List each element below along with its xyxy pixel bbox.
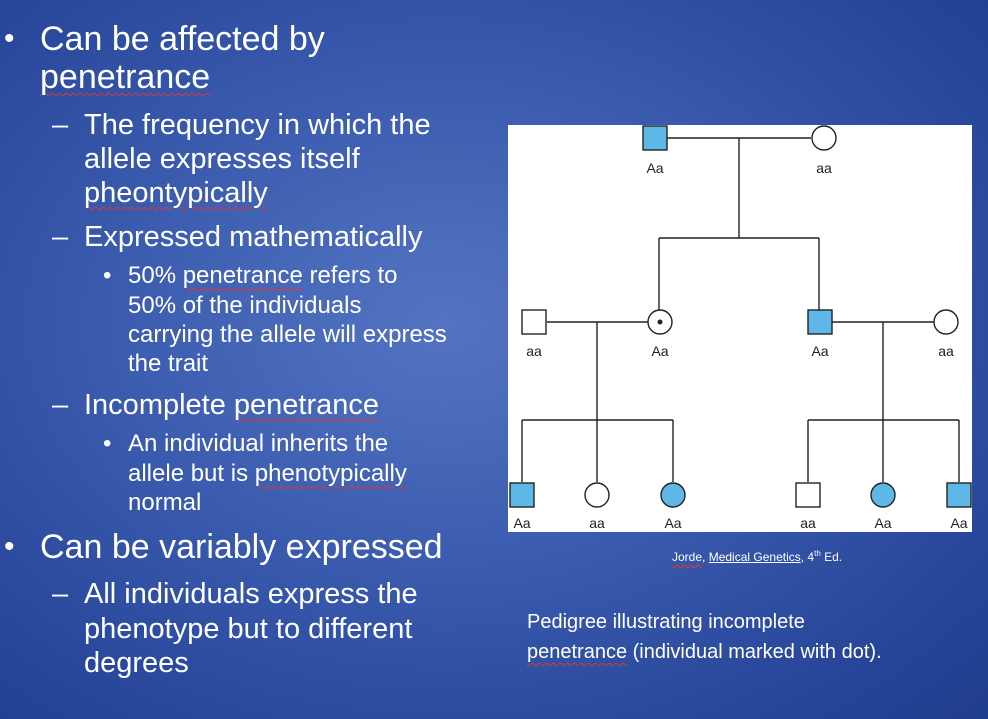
pedigree-lines	[522, 138, 959, 482]
gen3-genotype-label-6: Aa	[950, 515, 968, 531]
caption-penetrance: penetrance	[527, 641, 628, 663]
subsub-1-line-3: carrying the allele will express	[128, 321, 447, 348]
pedigree-labels	[513, 160, 967, 531]
subsub-1-text-a: 50%	[128, 262, 183, 289]
sub-1-line-2: allele expresses itself	[84, 143, 360, 175]
source-sep: ,	[702, 550, 709, 564]
gen3-individual-6-square	[947, 483, 971, 507]
gen3-genotype-label-4: aa	[800, 515, 816, 531]
sub-4-line-2: phenotype but to different	[84, 613, 413, 645]
penetrance-term: penetrance	[40, 58, 211, 96]
gen3-individual-4-square	[796, 483, 820, 507]
sub-4-line-3: degrees	[84, 647, 189, 679]
gen3-individual-1-square	[510, 483, 534, 507]
subsub-2-phenotypically: phenotypically	[254, 460, 407, 487]
sub-1-line-3	[84, 179, 268, 208]
sub-1-dash: –	[52, 109, 69, 141]
gen2-genotype-label-2: Aa	[651, 343, 669, 359]
source-author: Jorde	[672, 550, 703, 564]
subsub-2-text-a: allele but is	[128, 460, 255, 487]
subsub-1-line-2: 50% of the individuals	[128, 292, 362, 319]
figure-caption-line-2	[527, 637, 882, 667]
caption-rest: (individual marked with dot).	[627, 641, 882, 663]
gen2-individual-4-circle	[934, 310, 958, 334]
pheontypically-term: pheontypically	[84, 177, 268, 209]
pedigree-symbols	[510, 126, 971, 507]
subsub-1-line-1	[128, 264, 398, 288]
source-caption	[672, 549, 842, 564]
sub-2-line: Expressed mathematically	[84, 221, 423, 253]
gen2-genotype-label-1: aa	[526, 343, 542, 359]
bullet-2-dot: •	[4, 530, 15, 563]
gen3-genotype-label-2: aa	[589, 515, 605, 531]
subsub-1-text-c: refers to	[302, 262, 398, 289]
subsub-1-dot: •	[103, 262, 112, 289]
gen3-genotype-label-3: Aa	[664, 515, 682, 531]
sub-2-dash: –	[52, 221, 69, 253]
gen1-genotype-label-1: Aa	[646, 160, 664, 176]
gen3-individual-2-circle	[585, 483, 609, 507]
gen3-genotype-label-5: Aa	[874, 515, 892, 531]
source-edition-pre: , 4	[800, 550, 815, 564]
pedigree-diagram	[508, 125, 972, 532]
subsub-2-line-1: An individual inherits the	[128, 430, 389, 457]
sub-3-line	[84, 391, 379, 420]
bullet-2-line: Can be variably expressed	[40, 528, 443, 566]
source-edition-sup: th	[814, 549, 821, 558]
subsub-2-line-3: normal	[128, 489, 202, 516]
gen2-genotype-label-4: aa	[938, 343, 954, 359]
sub-4-line-1: All individuals express the	[84, 578, 418, 610]
gen3-individual-5-circle	[871, 483, 895, 507]
carrier-dot	[658, 320, 663, 325]
gen1-individual-2-circle	[812, 126, 836, 150]
bullet-1-dot: •	[4, 22, 15, 55]
sub-3-prefix: Incomplete	[84, 389, 234, 421]
gen3-genotype-label-1: Aa	[513, 515, 531, 531]
bullet-1-line-1: Can be affected by	[40, 20, 325, 58]
sub-3-penetrance: penetrance	[233, 389, 380, 421]
gen2-individual-3-square	[808, 310, 832, 334]
bullet-1-line-2	[40, 60, 210, 94]
gen2-individual-1-square	[522, 310, 546, 334]
gen2-genotype-label-3: Aa	[811, 343, 829, 359]
subsub-2-line-2	[128, 462, 407, 486]
gen3-individual-3-circle	[661, 483, 685, 507]
sub-3-dash: –	[52, 389, 69, 421]
subsub-2-dot: •	[103, 430, 112, 457]
sub-1-line-1: The frequency in which the	[84, 109, 431, 141]
source-edition-post: Ed.	[820, 550, 843, 564]
gen1-genotype-label-2: aa	[816, 160, 832, 176]
subsub-1-line-4: the trait	[128, 350, 209, 377]
figure-caption	[527, 607, 882, 667]
subsub-1-penetrance: penetrance	[182, 262, 303, 289]
gen1-individual-1-square	[643, 126, 667, 150]
source-title: Medical Genetics	[708, 550, 801, 564]
sub-4-dash: –	[52, 578, 69, 610]
figure-caption-line-1: Pedigree illustrating incomplete	[527, 611, 805, 633]
